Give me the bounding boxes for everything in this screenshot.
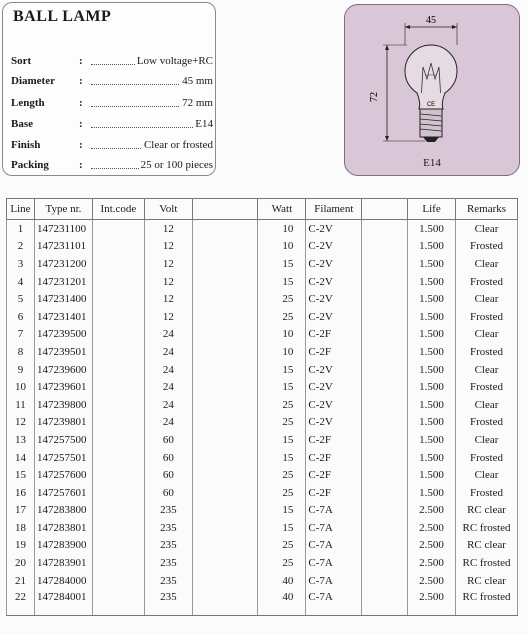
col-header-blank: [362, 199, 408, 220]
cell-blank: [192, 238, 258, 256]
table-row: [7, 308, 518, 326]
cell-blank: [362, 466, 408, 484]
spec-label: Sort: [11, 55, 32, 67]
cell-filament: C-2F: [306, 343, 362, 361]
cell-filament: C-7A: [306, 537, 362, 555]
cell-remarks: Frosted: [456, 414, 518, 432]
table-row: [7, 554, 518, 572]
cell-volt: 235: [144, 502, 192, 520]
cell-filament: C-2F: [306, 449, 362, 467]
cell-filament: C-7A: [306, 572, 362, 590]
cell-volt: 12: [144, 238, 192, 256]
spec-label: Length: [11, 97, 45, 109]
cell-remarks: Frosted: [456, 238, 518, 256]
cell-line: 16: [7, 484, 35, 502]
cell-volt: 12: [144, 255, 192, 273]
cell-remarks: Clear: [456, 466, 518, 484]
cell-blank: [362, 255, 408, 273]
cell-int-code: [92, 290, 144, 308]
spec-label: Diameter: [11, 75, 55, 87]
cell-watt: 40: [258, 572, 306, 590]
cell-type-nr: 147257501: [34, 449, 92, 467]
table-row: [7, 238, 518, 256]
cell-life: 1.500: [408, 378, 456, 396]
cell-type-nr: 147239601: [34, 378, 92, 396]
cell-int-code: [92, 396, 144, 414]
cell-watt: 25: [258, 466, 306, 484]
cell-int-code: [92, 466, 144, 484]
cell-type-nr: 147284001: [34, 589, 92, 616]
cell-volt: 235: [144, 554, 192, 572]
spec-row-diameter: Diameter : 45 mm: [11, 75, 213, 87]
cell-blank: [192, 343, 258, 361]
cell-line: 7: [7, 326, 35, 344]
cell-line: 9: [7, 361, 35, 379]
width-label: 45: [426, 15, 436, 26]
cell-blank: [362, 378, 408, 396]
cell-int-code: [92, 361, 144, 379]
cell-blank: [192, 519, 258, 537]
cell-volt: 12: [144, 308, 192, 326]
cell-blank: [192, 290, 258, 308]
cell-volt: 12: [144, 273, 192, 291]
cell-life: 2.500: [408, 537, 456, 555]
spec-label: Finish: [11, 139, 41, 151]
table-row: [7, 255, 518, 273]
cell-int-code: [92, 449, 144, 467]
table-row: [7, 378, 518, 396]
cell-filament: C-2V: [306, 308, 362, 326]
cell-watt: 15: [258, 361, 306, 379]
cell-remarks: RC frosted: [456, 589, 518, 616]
table-row: [7, 396, 518, 414]
cell-blank: [192, 431, 258, 449]
cell-filament: C-2V: [306, 238, 362, 256]
cell-blank: [192, 255, 258, 273]
cell-type-nr: 147284000: [34, 572, 92, 590]
cell-blank: [192, 273, 258, 291]
cell-line: 1: [7, 220, 35, 238]
cell-int-code: [92, 238, 144, 256]
cell-int-code: [92, 484, 144, 502]
cell-remarks: RC clear: [456, 572, 518, 590]
cell-filament: C-2V: [306, 290, 362, 308]
spec-value: 45 mm: [182, 75, 213, 87]
cell-volt: 235: [144, 572, 192, 590]
cell-volt: 235: [144, 519, 192, 537]
cell-line: 4: [7, 273, 35, 291]
cell-watt: 15: [258, 449, 306, 467]
cell-blank: [362, 589, 408, 616]
spec-label: Packing: [11, 159, 49, 171]
cell-life: 2.500: [408, 554, 456, 572]
cell-type-nr: 147283800: [34, 502, 92, 520]
table-row: [7, 572, 518, 590]
spec-row-length: Length : 72 mm: [11, 97, 213, 109]
table-row: [7, 589, 518, 616]
cell-blank: [362, 273, 408, 291]
cell-remarks: Clear: [456, 255, 518, 273]
cell-watt: 25: [258, 396, 306, 414]
cell-life: 1.500: [408, 466, 456, 484]
cell-type-nr: 147283900: [34, 537, 92, 555]
cell-line: 10: [7, 378, 35, 396]
table-row: [7, 537, 518, 555]
cell-volt: 60: [144, 449, 192, 467]
cell-blank: [362, 449, 408, 467]
spec-label: Base: [11, 118, 33, 130]
cell-watt: 25: [258, 414, 306, 432]
cell-volt: 24: [144, 378, 192, 396]
cell-watt: 25: [258, 308, 306, 326]
col-header-blank: [192, 199, 258, 220]
spec-value: Clear or frosted: [143, 139, 213, 151]
cell-remarks: RC clear: [456, 502, 518, 520]
cell-blank: [192, 466, 258, 484]
cell-type-nr: 147231401: [34, 308, 92, 326]
table-row: [7, 484, 518, 502]
cell-volt: 235: [144, 589, 192, 616]
cell-life: 1.500: [408, 484, 456, 502]
cell-int-code: [92, 326, 144, 344]
cell-filament: C-7A: [306, 502, 362, 520]
cell-type-nr: 147239501: [34, 343, 92, 361]
cell-line: 13: [7, 431, 35, 449]
cell-line: 22: [7, 589, 35, 616]
cell-remarks: Clear: [456, 431, 518, 449]
cell-watt: 10: [258, 343, 306, 361]
cell-blank: [192, 220, 258, 238]
cell-blank: [192, 537, 258, 555]
spec-row-sort: Sort : Low voltage+RC: [11, 55, 213, 67]
cell-volt: 60: [144, 484, 192, 502]
col-header-life: Life: [408, 199, 456, 220]
cell-blank: [362, 308, 408, 326]
cell-blank: [192, 589, 258, 616]
col-header-line: Line: [7, 199, 35, 220]
spec-value: 25 or 100 pieces: [140, 159, 213, 171]
col-header-intcode: Int.code: [92, 199, 144, 220]
cell-int-code: [92, 308, 144, 326]
cell-line: 12: [7, 414, 35, 432]
height-label: 72: [369, 92, 380, 102]
cell-filament: C-7A: [306, 519, 362, 537]
cell-type-nr: 147257600: [34, 466, 92, 484]
cell-blank: [362, 238, 408, 256]
col-header-type: Type nr.: [34, 199, 92, 220]
cell-filament: C-2V: [306, 378, 362, 396]
cell-blank: [192, 326, 258, 344]
cell-line: 20: [7, 554, 35, 572]
cell-filament: C-2V: [306, 255, 362, 273]
cell-remarks: Clear: [456, 290, 518, 308]
spec-panel: [2, 2, 216, 176]
cell-blank: [362, 554, 408, 572]
cell-watt: 25: [258, 554, 306, 572]
cell-remarks: RC frosted: [456, 519, 518, 537]
table-row: [7, 502, 518, 520]
cell-filament: C-2V: [306, 273, 362, 291]
cell-remarks: Clear: [456, 396, 518, 414]
cell-type-nr: 147257601: [34, 484, 92, 502]
cell-watt: 10: [258, 220, 306, 238]
cell-life: 1.500: [408, 414, 456, 432]
table-row: [7, 466, 518, 484]
cell-filament: C-2F: [306, 466, 362, 484]
cell-filament: C-7A: [306, 589, 362, 616]
spec-value: Low voltage+RC: [136, 55, 213, 67]
cell-life: 1.500: [408, 273, 456, 291]
spec-row-finish: Finish : Clear or frosted: [11, 139, 213, 151]
cell-life: 1.500: [408, 238, 456, 256]
cell-type-nr: 147231101: [34, 238, 92, 256]
cell-int-code: [92, 554, 144, 572]
cell-watt: 25: [258, 537, 306, 555]
col-header-watt: Watt: [258, 199, 306, 220]
spec-row-packing: Packing : 25 or 100 pieces: [11, 159, 213, 171]
cell-type-nr: 147231200: [34, 255, 92, 273]
cell-filament: C-2V: [306, 361, 362, 379]
product-title: BALL LAMP: [13, 8, 112, 25]
spec-row-base: Base : E14: [11, 118, 213, 130]
cell-int-code: [92, 589, 144, 616]
table-row: [7, 361, 518, 379]
spec-value: E14: [195, 118, 213, 130]
cell-int-code: [92, 537, 144, 555]
cell-life: 1.500: [408, 290, 456, 308]
ball-lamp-drawing: [345, 5, 521, 177]
cell-line: 8: [7, 343, 35, 361]
cell-type-nr: 147239600: [34, 361, 92, 379]
cell-life: 1.500: [408, 255, 456, 273]
cell-type-nr: 147231201: [34, 273, 92, 291]
cell-life: 1.500: [408, 449, 456, 467]
lamp-table: [6, 198, 518, 616]
cell-blank: [362, 343, 408, 361]
cell-line: 5: [7, 290, 35, 308]
cell-int-code: [92, 502, 144, 520]
cell-type-nr: 147231100: [34, 220, 92, 238]
cell-filament: C-2F: [306, 484, 362, 502]
cell-blank: [192, 572, 258, 590]
cell-remarks: RC frosted: [456, 554, 518, 572]
table-header-row: [7, 199, 518, 220]
cell-blank: [362, 484, 408, 502]
cell-type-nr: 147239500: [34, 326, 92, 344]
cell-volt: 24: [144, 343, 192, 361]
table-row: [7, 414, 518, 432]
cell-volt: 60: [144, 466, 192, 484]
cell-int-code: [92, 220, 144, 238]
cell-life: 2.500: [408, 589, 456, 616]
cell-type-nr: 147283801: [34, 519, 92, 537]
cell-blank: [192, 554, 258, 572]
cell-blank: [192, 449, 258, 467]
cell-life: 1.500: [408, 396, 456, 414]
cell-line: 11: [7, 396, 35, 414]
cell-watt: 40: [258, 589, 306, 616]
cell-remarks: Frosted: [456, 449, 518, 467]
cell-int-code: [92, 572, 144, 590]
cell-remarks: Frosted: [456, 273, 518, 291]
cell-volt: 12: [144, 290, 192, 308]
cell-int-code: [92, 414, 144, 432]
cell-blank: [362, 414, 408, 432]
cell-life: 1.500: [408, 220, 456, 238]
cell-blank: [362, 290, 408, 308]
cell-blank: [362, 572, 408, 590]
cell-remarks: Frosted: [456, 378, 518, 396]
cell-blank: [362, 431, 408, 449]
cell-line: 21: [7, 572, 35, 590]
cell-life: 1.500: [408, 326, 456, 344]
cell-line: 19: [7, 537, 35, 555]
cell-filament: C-7A: [306, 554, 362, 572]
cell-type-nr: 147239800: [34, 396, 92, 414]
cell-remarks: RC clear: [456, 537, 518, 555]
table-row: [7, 220, 518, 238]
cell-type-nr: 147283901: [34, 554, 92, 572]
cell-blank: [362, 361, 408, 379]
cell-life: 1.500: [408, 343, 456, 361]
cell-remarks: Frosted: [456, 484, 518, 502]
cell-volt: 24: [144, 326, 192, 344]
cell-watt: 15: [258, 273, 306, 291]
cell-remarks: Clear: [456, 326, 518, 344]
cell-watt: 25: [258, 484, 306, 502]
base-label: E14: [423, 157, 441, 169]
cell-life: 1.500: [408, 308, 456, 326]
cell-blank: [362, 220, 408, 238]
cell-type-nr: 147239801: [34, 414, 92, 432]
cell-remarks: Frosted: [456, 343, 518, 361]
cell-watt: 15: [258, 502, 306, 520]
cell-filament: C-2F: [306, 431, 362, 449]
cell-life: 2.500: [408, 572, 456, 590]
cell-int-code: [92, 519, 144, 537]
cell-line: 15: [7, 466, 35, 484]
cell-blank: [192, 361, 258, 379]
cell-watt: 15: [258, 255, 306, 273]
cell-blank: [362, 502, 408, 520]
cell-int-code: [92, 378, 144, 396]
table-row: [7, 431, 518, 449]
cell-int-code: [92, 255, 144, 273]
cell-blank: [362, 396, 408, 414]
table-row: [7, 343, 518, 361]
lamp-diagram: [344, 4, 520, 176]
col-header-remarks: Remarks: [456, 199, 518, 220]
cell-life: 1.500: [408, 431, 456, 449]
cell-remarks: Clear: [456, 220, 518, 238]
cell-line: 14: [7, 449, 35, 467]
cell-int-code: [92, 343, 144, 361]
table-row: [7, 273, 518, 291]
cell-filament: C-2V: [306, 396, 362, 414]
cell-life: 2.500: [408, 502, 456, 520]
cell-line: 6: [7, 308, 35, 326]
cell-filament: C-2F: [306, 326, 362, 344]
cell-int-code: [92, 273, 144, 291]
table-row: [7, 449, 518, 467]
cell-line: 17: [7, 502, 35, 520]
cell-blank: [192, 414, 258, 432]
cell-line: 18: [7, 519, 35, 537]
col-header-volt: Volt: [144, 199, 192, 220]
cell-watt: 15: [258, 431, 306, 449]
cell-blank: [192, 502, 258, 520]
cell-type-nr: 147231400: [34, 290, 92, 308]
cell-volt: 12: [144, 220, 192, 238]
spec-value: 72 mm: [182, 97, 213, 109]
cell-watt: 15: [258, 519, 306, 537]
table-row: [7, 326, 518, 344]
cell-watt: 15: [258, 378, 306, 396]
cell-blank: [192, 308, 258, 326]
cell-life: 2.500: [408, 519, 456, 537]
cell-watt: 10: [258, 238, 306, 256]
cell-filament: C-2V: [306, 414, 362, 432]
cell-blank: [192, 396, 258, 414]
cell-filament: C-2V: [306, 220, 362, 238]
cell-life: 1.500: [408, 361, 456, 379]
cell-blank: [362, 537, 408, 555]
cell-remarks: Frosted: [456, 308, 518, 326]
cell-volt: 24: [144, 414, 192, 432]
table-row: [7, 519, 518, 537]
cell-blank: [362, 519, 408, 537]
cell-volt: 24: [144, 396, 192, 414]
cell-blank: [192, 484, 258, 502]
cell-line: 2: [7, 238, 35, 256]
cell-blank: [362, 326, 408, 344]
bulb-mark: CE: [426, 102, 436, 108]
table-row: [7, 290, 518, 308]
cell-remarks: Clear: [456, 361, 518, 379]
cell-volt: 60: [144, 431, 192, 449]
cell-type-nr: 147257500: [34, 431, 92, 449]
col-header-filament: Filament: [306, 199, 362, 220]
cell-line: 3: [7, 255, 35, 273]
cell-blank: [192, 378, 258, 396]
cell-int-code: [92, 431, 144, 449]
cell-watt: 10: [258, 326, 306, 344]
cell-volt: 235: [144, 537, 192, 555]
cell-watt: 25: [258, 290, 306, 308]
cell-volt: 24: [144, 361, 192, 379]
